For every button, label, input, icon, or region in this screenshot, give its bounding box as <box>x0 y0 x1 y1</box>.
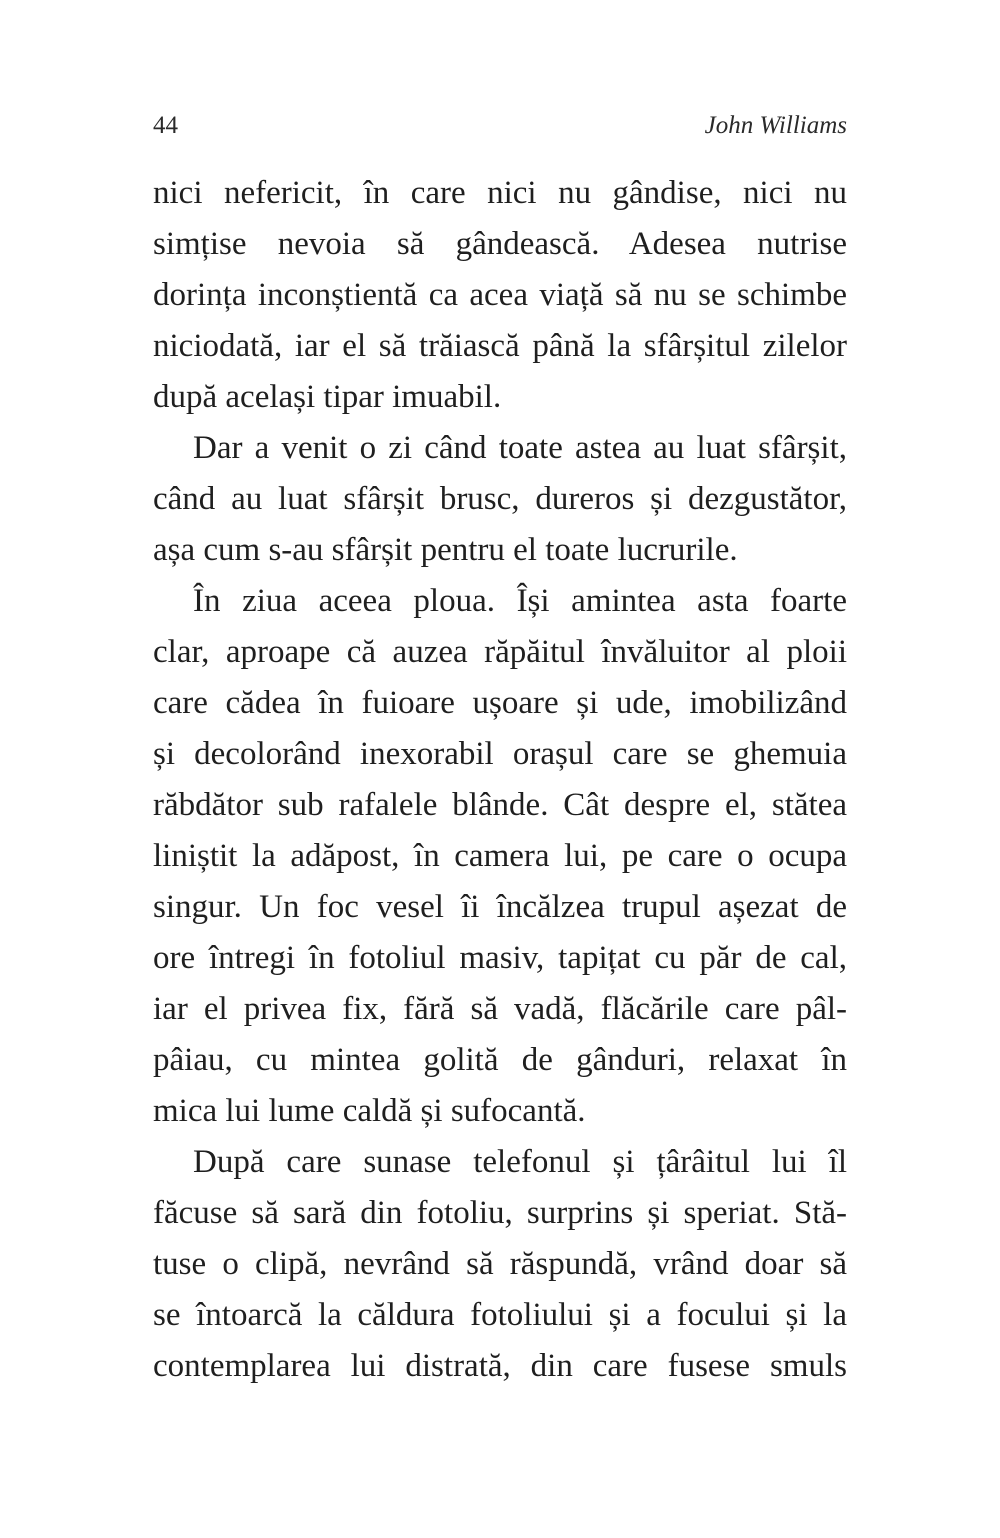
paragraph <box>153 423 847 576</box>
text-line: și decolorând inexorabil orașul care se ghemuia <box>153 736 847 772</box>
text-line: simțise nevoia să gândească. Adesea nutrise <box>153 226 847 262</box>
text-line: pâiau, cu mintea golită de gânduri, relaxat în <box>153 1042 847 1078</box>
text-line: așa cum s-au sfârșit pentru el toate lucrurile. <box>153 532 738 568</box>
text-line: iar el privea fix, fără să vadă, flăcările care pâl- <box>153 991 847 1027</box>
text-line: În ziua aceea ploua. Își amintea asta foarte <box>193 583 847 619</box>
text-line: nici nefericit, în care nici nu gândise, nici nu <box>153 175 847 211</box>
text-line: când au luat sfârșit brusc, dureros și dezgustător, <box>153 481 847 517</box>
paragraph <box>153 1137 847 1392</box>
text-line: niciodată, iar el să trăiască până la sfârșitul zilelor <box>153 328 847 364</box>
running-header <box>153 108 847 144</box>
text-line: Dar a venit o zi când toate astea au luat sfârșit, <box>193 430 847 466</box>
text-line: mica lui lume caldă și sufocantă. <box>153 1093 586 1129</box>
running-head-author: John Williams <box>704 112 847 139</box>
text-line: liniștit la adăpost, în camera lui, pe care o ocupa <box>153 838 847 874</box>
paragraph <box>153 576 847 1137</box>
text-line: dorința inconștientă ca acea viață să nu se schimbe <box>153 277 847 313</box>
text-line: după același tipar imuabil. <box>153 379 502 415</box>
text-line: clar, aproape că auzea răpăitul învăluitor al ploii <box>153 634 847 670</box>
text-line: care cădea în fuioare ușoare și ude, imobilizând <box>153 685 847 721</box>
text-line: făcuse să sară din fotoliu, surprins și speriat. Stă- <box>153 1195 847 1231</box>
text-line: răbdător sub rafalele blânde. Cât despre el, stătea <box>153 787 847 823</box>
text-line: ore întregi în fotoliul masiv, tapițat cu păr de cal, <box>153 940 847 976</box>
page-number: 44 <box>153 112 178 139</box>
text-line: singur. Un foc vesel îi încălzea trupul așezat de <box>153 889 847 925</box>
text-line: contemplarea lui distrată, din care fusese smuls <box>153 1348 847 1384</box>
text-line: se întoarcă la căldura fotoliului și a focului și la <box>153 1297 847 1333</box>
body-text <box>153 168 847 1392</box>
book-page <box>153 0 847 1538</box>
paragraph <box>153 168 847 423</box>
text-line: tuse o clipă, nevrând să răspundă, vrând doar să <box>153 1246 847 1282</box>
text-line: După care sunase telefonul și țârâitul lui îl <box>193 1144 847 1180</box>
